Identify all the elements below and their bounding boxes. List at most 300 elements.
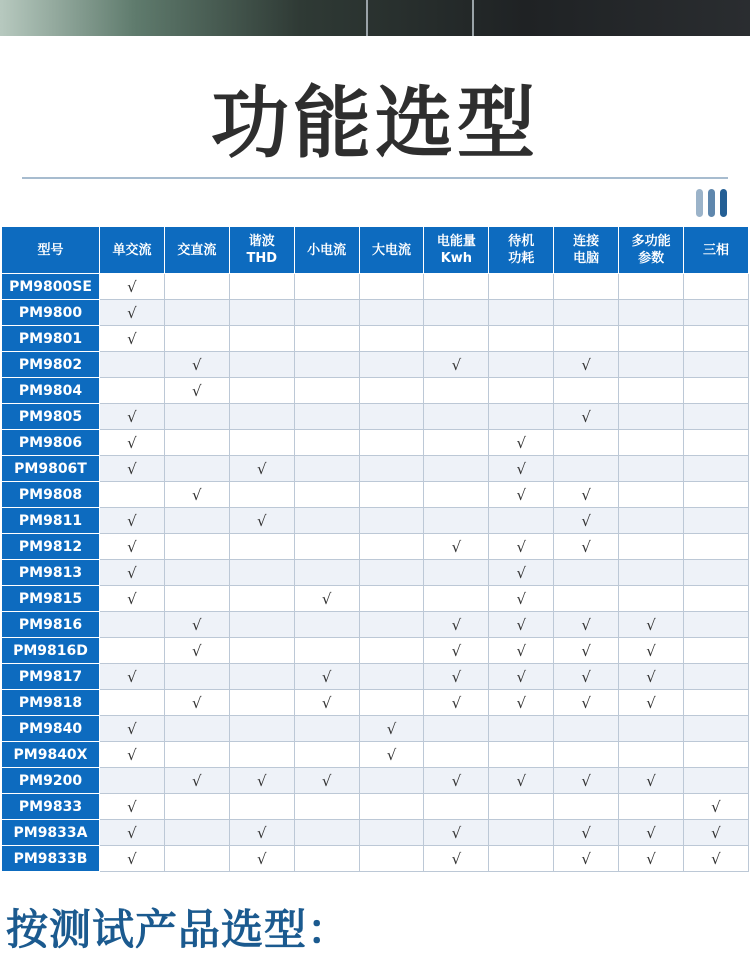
column-header-label: 型号 — [37, 242, 64, 258]
empty-cell — [424, 794, 489, 820]
model-cell: PM9804 — [2, 378, 100, 404]
empty-cell — [619, 378, 684, 404]
check-mark-cell: √ — [684, 820, 749, 846]
empty-cell — [554, 456, 619, 482]
empty-cell — [164, 664, 229, 690]
model-cell: PM9840 — [2, 716, 100, 742]
column-header — [229, 227, 294, 274]
check-mark-cell: √ — [424, 612, 489, 638]
model-cell: PM9840X — [2, 742, 100, 768]
empty-cell — [684, 300, 749, 326]
empty-cell — [424, 378, 489, 404]
table-row — [2, 638, 749, 664]
check-mark-cell: √ — [359, 742, 424, 768]
table-body — [2, 274, 749, 872]
check-mark-cell: √ — [100, 430, 165, 456]
check-mark-cell: √ — [554, 482, 619, 508]
empty-cell — [489, 794, 554, 820]
check-mark-cell: √ — [164, 378, 229, 404]
model-cell: PM9801 — [2, 326, 100, 352]
table-row — [2, 326, 749, 352]
check-mark-cell: √ — [100, 794, 165, 820]
empty-cell — [684, 430, 749, 456]
empty-cell — [294, 274, 359, 300]
empty-cell — [424, 326, 489, 352]
model-cell: PM9800 — [2, 300, 100, 326]
empty-cell — [684, 378, 749, 404]
empty-cell — [164, 300, 229, 326]
empty-cell — [424, 430, 489, 456]
empty-cell — [554, 430, 619, 456]
empty-cell — [359, 846, 424, 872]
empty-cell — [489, 404, 554, 430]
empty-cell — [489, 274, 554, 300]
empty-cell — [424, 560, 489, 586]
column-header — [2, 227, 100, 274]
empty-cell — [294, 534, 359, 560]
empty-cell — [619, 352, 684, 378]
empty-cell — [164, 586, 229, 612]
empty-cell — [164, 508, 229, 534]
check-mark-cell: √ — [554, 404, 619, 430]
empty-cell — [294, 430, 359, 456]
table-row — [2, 482, 749, 508]
table-row — [2, 378, 749, 404]
empty-cell — [619, 430, 684, 456]
empty-cell — [229, 300, 294, 326]
check-mark-cell: √ — [100, 820, 165, 846]
model-cell: PM9806T — [2, 456, 100, 482]
check-mark-cell: √ — [489, 638, 554, 664]
check-mark-cell: √ — [424, 664, 489, 690]
check-mark-cell: √ — [294, 664, 359, 690]
empty-cell — [684, 638, 749, 664]
check-mark-cell: √ — [164, 352, 229, 378]
check-mark-cell: √ — [424, 534, 489, 560]
empty-cell — [294, 846, 359, 872]
table-row — [2, 690, 749, 716]
check-mark-cell: √ — [100, 664, 165, 690]
check-mark-cell: √ — [100, 560, 165, 586]
column-header-label: 功耗 — [508, 251, 535, 266]
empty-cell — [489, 378, 554, 404]
table-row — [2, 586, 749, 612]
empty-cell — [229, 482, 294, 508]
check-mark-cell: √ — [489, 586, 554, 612]
table-row — [2, 768, 749, 794]
check-mark-cell: √ — [684, 846, 749, 872]
table-row — [2, 274, 749, 300]
check-mark-cell: √ — [294, 690, 359, 716]
empty-cell — [489, 326, 554, 352]
table-row — [2, 794, 749, 820]
empty-cell — [294, 378, 359, 404]
column-header-label: 参数 — [638, 251, 665, 266]
empty-cell — [424, 482, 489, 508]
column-header-label: 小电流 — [307, 242, 347, 258]
empty-cell — [359, 378, 424, 404]
empty-cell — [229, 612, 294, 638]
empty-cell — [164, 794, 229, 820]
empty-cell — [294, 508, 359, 534]
empty-cell — [229, 742, 294, 768]
check-mark-cell: √ — [100, 586, 165, 612]
check-mark-cell: √ — [164, 690, 229, 716]
table-row — [2, 560, 749, 586]
check-mark-cell: √ — [424, 820, 489, 846]
empty-cell — [684, 352, 749, 378]
empty-cell — [684, 404, 749, 430]
empty-cell — [489, 820, 554, 846]
column-header-label: 交直流 — [177, 242, 217, 258]
table-row — [2, 534, 749, 560]
empty-cell — [684, 664, 749, 690]
empty-cell — [554, 794, 619, 820]
column-header-label: 待机 — [508, 234, 535, 249]
empty-cell — [359, 534, 424, 560]
empty-cell — [489, 300, 554, 326]
model-cell: PM9816D — [2, 638, 100, 664]
empty-cell — [229, 404, 294, 430]
empty-cell — [619, 508, 684, 534]
check-mark-cell: √ — [619, 664, 684, 690]
decorative-stripes-icon — [696, 189, 730, 217]
column-header — [100, 227, 165, 274]
empty-cell — [229, 638, 294, 664]
empty-cell — [229, 534, 294, 560]
column-header — [554, 227, 619, 274]
check-mark-cell: √ — [229, 768, 294, 794]
empty-cell — [100, 690, 165, 716]
check-mark-cell: √ — [619, 820, 684, 846]
model-cell: PM9811 — [2, 508, 100, 534]
empty-cell — [684, 508, 749, 534]
check-mark-cell: √ — [424, 638, 489, 664]
empty-cell — [684, 274, 749, 300]
empty-cell — [294, 456, 359, 482]
model-cell: PM9806 — [2, 430, 100, 456]
model-cell: PM9833B — [2, 846, 100, 872]
column-header — [489, 227, 554, 274]
empty-cell — [164, 846, 229, 872]
model-cell: PM9805 — [2, 404, 100, 430]
model-cell: PM9813 — [2, 560, 100, 586]
table-row — [2, 456, 749, 482]
empty-cell — [359, 482, 424, 508]
model-cell: PM9200 — [2, 768, 100, 794]
empty-cell — [359, 300, 424, 326]
column-header-label: 三相 — [702, 242, 729, 258]
check-mark-cell: √ — [100, 404, 165, 430]
check-mark-cell: √ — [554, 820, 619, 846]
empty-cell — [424, 508, 489, 534]
model-cell: PM9815 — [2, 586, 100, 612]
check-mark-cell: √ — [100, 274, 165, 300]
check-mark-cell: √ — [164, 482, 229, 508]
check-mark-cell: √ — [489, 768, 554, 794]
check-mark-cell: √ — [100, 534, 165, 560]
empty-cell — [229, 586, 294, 612]
check-mark-cell: √ — [229, 846, 294, 872]
empty-cell — [229, 716, 294, 742]
check-mark-cell: √ — [424, 690, 489, 716]
empty-cell — [684, 612, 749, 638]
check-mark-cell: √ — [424, 352, 489, 378]
check-mark-cell: √ — [554, 612, 619, 638]
empty-cell — [164, 534, 229, 560]
check-mark-cell: √ — [294, 768, 359, 794]
empty-cell — [489, 846, 554, 872]
check-mark-cell: √ — [294, 586, 359, 612]
empty-cell — [164, 716, 229, 742]
empty-cell — [294, 742, 359, 768]
empty-cell — [424, 742, 489, 768]
empty-cell — [359, 612, 424, 638]
empty-cell — [359, 638, 424, 664]
empty-cell — [619, 560, 684, 586]
empty-cell — [619, 300, 684, 326]
column-header-label: Kwh — [440, 251, 473, 266]
empty-cell — [684, 768, 749, 794]
check-mark-cell: √ — [164, 768, 229, 794]
check-mark-cell: √ — [554, 690, 619, 716]
empty-cell — [229, 664, 294, 690]
empty-cell — [684, 534, 749, 560]
empty-cell — [164, 404, 229, 430]
empty-cell — [294, 352, 359, 378]
empty-cell — [684, 456, 749, 482]
empty-cell — [164, 820, 229, 846]
table-row — [2, 716, 749, 742]
empty-cell — [359, 404, 424, 430]
empty-cell — [100, 352, 165, 378]
empty-cell — [554, 586, 619, 612]
table-row — [2, 300, 749, 326]
check-mark-cell: √ — [554, 846, 619, 872]
check-mark-cell: √ — [489, 690, 554, 716]
column-header — [359, 227, 424, 274]
empty-cell — [359, 352, 424, 378]
empty-cell — [294, 326, 359, 352]
page-title: 功能选型 — [210, 79, 539, 169]
table-row — [2, 508, 749, 534]
column-header-label: 大电流 — [372, 242, 412, 258]
empty-cell — [424, 716, 489, 742]
empty-cell — [554, 716, 619, 742]
column-header — [619, 227, 684, 274]
empty-cell — [619, 586, 684, 612]
check-mark-cell: √ — [100, 326, 165, 352]
model-cell: PM9800SE — [2, 274, 100, 300]
empty-cell — [164, 742, 229, 768]
model-cell: PM9802 — [2, 352, 100, 378]
empty-cell — [359, 820, 424, 846]
empty-cell — [294, 482, 359, 508]
table-row — [2, 846, 749, 872]
empty-cell — [294, 716, 359, 742]
empty-cell — [619, 274, 684, 300]
check-mark-cell: √ — [100, 846, 165, 872]
empty-cell — [359, 560, 424, 586]
column-header — [424, 227, 489, 274]
empty-cell — [619, 456, 684, 482]
check-mark-cell: √ — [489, 664, 554, 690]
check-mark-cell: √ — [554, 534, 619, 560]
empty-cell — [294, 612, 359, 638]
column-header-label: 电脑 — [573, 251, 600, 266]
empty-cell — [359, 326, 424, 352]
check-mark-cell: √ — [554, 664, 619, 690]
empty-cell — [294, 820, 359, 846]
empty-cell — [489, 716, 554, 742]
column-header — [294, 227, 359, 274]
model-cell: PM9833A — [2, 820, 100, 846]
check-mark-cell: √ — [229, 820, 294, 846]
table-row — [2, 742, 749, 768]
empty-cell — [684, 716, 749, 742]
empty-cell — [619, 326, 684, 352]
empty-cell — [554, 742, 619, 768]
check-mark-cell: √ — [100, 508, 165, 534]
check-mark-cell: √ — [164, 612, 229, 638]
empty-cell — [229, 430, 294, 456]
check-mark-cell: √ — [424, 768, 489, 794]
check-mark-cell: √ — [100, 742, 165, 768]
check-mark-cell: √ — [619, 768, 684, 794]
empty-cell — [359, 794, 424, 820]
empty-cell — [554, 378, 619, 404]
empty-cell — [619, 716, 684, 742]
column-header-label: 单交流 — [112, 242, 152, 258]
check-mark-cell: √ — [619, 846, 684, 872]
empty-cell — [229, 326, 294, 352]
empty-cell — [359, 768, 424, 794]
empty-cell — [684, 690, 749, 716]
empty-cell — [359, 664, 424, 690]
check-mark-cell: √ — [489, 534, 554, 560]
empty-cell — [164, 560, 229, 586]
empty-cell — [164, 430, 229, 456]
top-banner-photo — [0, 0, 750, 36]
check-mark-cell: √ — [489, 612, 554, 638]
empty-cell — [100, 768, 165, 794]
check-mark-cell: √ — [229, 456, 294, 482]
table-row — [2, 820, 749, 846]
model-cell: PM9833 — [2, 794, 100, 820]
empty-cell — [619, 534, 684, 560]
table-row — [2, 664, 749, 690]
empty-cell — [424, 300, 489, 326]
empty-cell — [554, 274, 619, 300]
empty-cell — [359, 508, 424, 534]
check-mark-cell: √ — [619, 612, 684, 638]
column-header-label: 多功能 — [631, 234, 671, 249]
empty-cell — [229, 274, 294, 300]
empty-cell — [684, 560, 749, 586]
empty-cell — [619, 482, 684, 508]
check-mark-cell: √ — [424, 846, 489, 872]
column-header-label: 连接 — [573, 234, 600, 249]
check-mark-cell: √ — [489, 430, 554, 456]
check-mark-cell: √ — [554, 768, 619, 794]
empty-cell — [229, 690, 294, 716]
banner-seam — [366, 0, 368, 36]
check-mark-cell: √ — [164, 638, 229, 664]
check-mark-cell: √ — [489, 560, 554, 586]
empty-cell — [619, 742, 684, 768]
model-cell: PM9816 — [2, 612, 100, 638]
empty-cell — [359, 690, 424, 716]
model-cell: PM9818 — [2, 690, 100, 716]
check-mark-cell: √ — [489, 482, 554, 508]
empty-cell — [229, 560, 294, 586]
empty-cell — [684, 482, 749, 508]
empty-cell — [554, 300, 619, 326]
empty-cell — [424, 456, 489, 482]
empty-cell — [100, 638, 165, 664]
empty-cell — [424, 404, 489, 430]
empty-cell — [359, 274, 424, 300]
table-row — [2, 430, 749, 456]
empty-cell — [359, 586, 424, 612]
check-mark-cell: √ — [100, 456, 165, 482]
check-mark-cell: √ — [489, 456, 554, 482]
empty-cell — [164, 274, 229, 300]
empty-cell — [684, 326, 749, 352]
table-header-row — [2, 227, 749, 274]
check-mark-cell: √ — [554, 352, 619, 378]
empty-cell — [294, 404, 359, 430]
empty-cell — [489, 352, 554, 378]
empty-cell — [619, 794, 684, 820]
empty-cell — [229, 352, 294, 378]
check-mark-cell: √ — [554, 638, 619, 664]
check-mark-cell: √ — [229, 508, 294, 534]
empty-cell — [359, 456, 424, 482]
table-row — [2, 352, 749, 378]
empty-cell — [619, 404, 684, 430]
empty-cell — [294, 794, 359, 820]
check-mark-cell: √ — [619, 638, 684, 664]
empty-cell — [294, 560, 359, 586]
banner-seam — [472, 0, 474, 36]
table-row — [2, 612, 749, 638]
column-header-label: 电能量 — [436, 234, 476, 249]
title-divider — [22, 177, 728, 179]
table-row — [2, 404, 749, 430]
function-selection-table — [1, 226, 749, 872]
empty-cell — [294, 300, 359, 326]
empty-cell — [489, 742, 554, 768]
empty-cell — [100, 378, 165, 404]
empty-cell — [554, 326, 619, 352]
empty-cell — [294, 638, 359, 664]
check-mark-cell: √ — [100, 716, 165, 742]
empty-cell — [229, 794, 294, 820]
model-cell: PM9812 — [2, 534, 100, 560]
column-header-label: THD — [246, 251, 277, 266]
check-mark-cell: √ — [100, 300, 165, 326]
column-header — [164, 227, 229, 274]
empty-cell — [424, 586, 489, 612]
model-cell: PM9808 — [2, 482, 100, 508]
check-mark-cell: √ — [684, 794, 749, 820]
model-cell: PM9817 — [2, 664, 100, 690]
section-heading: 按测试产品选型： — [6, 905, 351, 954]
empty-cell — [229, 378, 294, 404]
empty-cell — [554, 560, 619, 586]
check-mark-cell: √ — [359, 716, 424, 742]
